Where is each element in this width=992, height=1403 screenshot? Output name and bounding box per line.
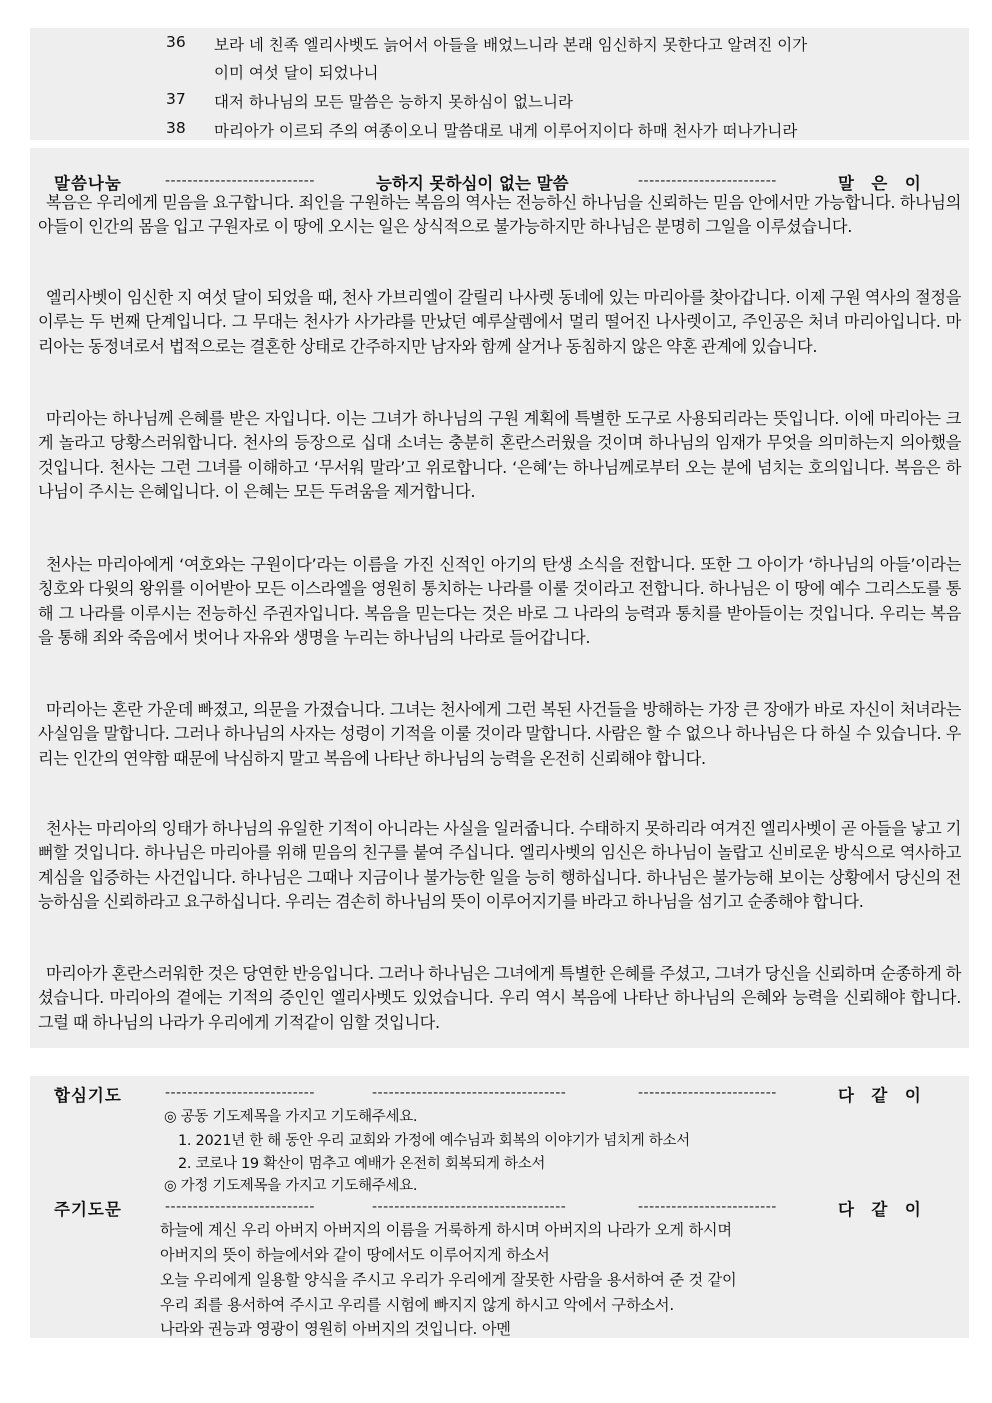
participant-label: 다 같 이 xyxy=(838,1200,923,1219)
divider: ----------------------------------- xyxy=(372,1199,567,1215)
prayer-item: 2. 코로나 19 확산이 멈추고 예배가 온전히 회복되게 하소서 xyxy=(178,1156,546,1172)
section-label: 주기도문 xyxy=(54,1200,122,1219)
paragraph: 마리아가 혼란스러워한 것은 당연한 반응입니다. 그러나 하나님은 그녀에게 특별한 은혜를 주셨고, 그녀가 당신을 신뢰하며 순종하게 하셨습니다. 마리아의 곁에는 기적의 증인인 엘리사벳도 있었습니다. 우리 역시 복음에 나타난 하나님의 은혜와 능력을 신뢰해야 합니다. 그럴 때 하나님의 나라가 우리에게 기적같이 임할 것입니다. xyxy=(38,964,961,1032)
divider: --------------------------- xyxy=(165,173,315,189)
section-label: 합심기도 xyxy=(54,1086,122,1105)
prayer-line: 오늘 우리에게 일용할 양식을 주시고 우리가 우리에게 잘못한 사람을 용서하여 준 것 같이 xyxy=(160,1271,737,1289)
paragraph: 마리아는 하나님께 은혜를 받은 자입니다. 이는 그녀가 하나님의 구원 계획에 특별한 도구로 사용되리라는 뜻입니다. 이에 마리아는 크게 놀라고 당황스러워합니다. 천사의 등장으로 십대 소녀는 충분히 혼란스러웠을 것이며 하나님의 임재가 무엇을 의미하는지 의아했을 것입니다. 천사는 그런 그녀를 이해하고 ‘무서워 말라’고 위로합니다. ‘은혜’는 하나님께로부터 오는 분에 넘치는 호의입니다. 복음은 하나님이 주시는 은혜입니다. 이 은혜는 모든 두려움을 제거합니다. xyxy=(38,409,961,501)
verse-number: 36 xyxy=(166,33,186,51)
verse-text: 이미 여섯 달이 되었나니 xyxy=(214,64,379,82)
divider: ------------------------- xyxy=(638,1199,777,1215)
divider: ------------------------- xyxy=(638,1085,777,1101)
paragraph: 마리아는 혼란 가운데 빠졌고, 의문을 가졌습니다. 그녀는 천사에게 그런 복된 사건들을 방해하는 가장 큰 장애가 바로 자신이 처녀라는 사실임을 말합니다. 그러나 하나님의 사자는 성령이 기적을 이룰 것이라 말합니다. 사람은 할 수 없으나 하나님은 다 하실 수 있습니다. 우리는 인간의 연약함 때문에 낙심하지 말고 복음에 나타난 하나님의 능력을 온전히 신뢰해야 합니다. xyxy=(38,700,961,768)
section-label: 말씀나눔 xyxy=(54,174,122,193)
verse-number: 37 xyxy=(166,90,186,108)
sermon-title: 능하지 못하심이 없는 말씀 xyxy=(376,174,569,193)
verse-number: 38 xyxy=(166,119,186,137)
prayer-line: 하늘에 계신 우리 아버지 아버지의 이름을 거룩하게 하시며 아버지의 나라가 오게 하시며 xyxy=(160,1221,732,1239)
verse-text: 대저 하나님의 모든 말씀은 능하지 못하심이 없느니라 xyxy=(214,93,573,111)
paragraph: 천사는 마리아에게 ‘여호와는 구원이다’라는 이름을 가진 신적인 아기의 탄생 소식을 전합니다. 또한 그 아이가 ‘하나님의 아들’이라는 칭호와 다윗의 왕위를 이어받아 모든 이스라엘을 영원히 통치하는 나라를 이룰 것이라고 전합니다. 하나님은 이 땅에 예수 그리스도를 통해 그 나라를 이루시는 전능하신 주권자입니다. 복음을 믿는다는 것은 바로 그 나라의 능력과 통치를 받아들이는 것입니다. 우리는 복음을 통해 죄와 죽음에서 벗어나 자유와 생명을 누리는 하나님의 나라로 들어갑니다. xyxy=(38,555,961,647)
verse-text: 마리아가 이르되 주의 여종이오니 말씀대로 내게 이루어지이다 하매 천사가 떠나가니라 xyxy=(214,122,798,140)
paragraph: 엘리사벳이 임신한 지 여섯 달이 되었을 때, 천사 가브리엘이 갈릴리 나사렛 동네에 있는 마리아를 찾아갑니다. 이제 구원 역사의 절정을 이루는 두 번째 단계입니다. 그 무대는 천사가 사가랴를 만났던 예루살렘에서 멀리 떨어진 나사렛이고, 주인공은 처녀 마리아입니다. 마리아는 동정녀로서 법적으로는 결혼한 상태로 간주하지만 남자와 함께 살거나 동침하지 않은 약혼 관계에 있습니다. xyxy=(38,288,961,356)
prayer-item: ◎ 가정 기도제목을 가지고 기도해주세요. xyxy=(164,1178,418,1194)
divider: ------------------------- xyxy=(638,173,777,189)
paragraph: 복음은 우리에게 믿음을 요구합니다. 죄인을 구원하는 복음의 역사는 전능하신 하나님을 신뢰하는 믿음 안에서만 가능합니다. 하나님의 아들이 인간의 몸을 입고 구원자로 이 땅에 오시는 일은 상식적으로 불가능하지만 하나님은 분명히 그일을 이루셨습니다. xyxy=(38,193,961,237)
prayer-line: 나라와 권능과 영광이 영원히 아버지의 것입니다. 아멘 xyxy=(160,1320,511,1338)
participant-label: 다 같 이 xyxy=(838,1086,923,1105)
prayer-line: 아버지의 뜻이 하늘에서와 같이 땅에서도 이루어지게 하소서 xyxy=(160,1246,550,1264)
speaker-label: 말 은 이 xyxy=(838,174,923,193)
divider: --------------------------- xyxy=(165,1085,315,1101)
prayer-line: 우리 죄를 용서하여 주시고 우리를 시험에 빠지지 않게 하시고 악에서 구하소서. xyxy=(160,1296,674,1314)
verse-text: 보라 네 친족 엘리사벳도 늙어서 아들을 배었느니라 본래 임신하지 못한다고 알려진 이가 xyxy=(214,36,808,54)
divider: --------------------------- xyxy=(165,1199,315,1215)
prayer-item: 1. 2021년 한 해 동안 우리 교회와 가정에 예수님과 회복의 이야기가 넘치게 하소서 xyxy=(178,1133,690,1149)
prayer-item: ◎ 공동 기도제목을 가지고 기도해주세요. xyxy=(164,1109,418,1125)
divider: ----------------------------------- xyxy=(372,1085,567,1101)
paragraph: 천사는 마리아의 잉태가 하나님의 유일한 기적이 아니라는 사실을 일러줍니다. 수태하지 못하리라 여겨진 엘리사벳이 곧 아들을 낳고 기뻐할 것입니다. 하나님은 마리아를 위해 믿음의 친구를 붙여 주십니다. 엘리사벳의 임신은 하나님이 놀랍고 신비로운 방식으로 역사하고 계심을 입증하는 사건입니다. 하나님은 그때나 지금이나 불가능한 일을 능히 행하십니다. 하나님은 불가능해 보이는 상황에서 당신의 전능하심을 신뢰하라고 요구하십니다. 우리는 겸손히 하나님의 뜻이 이루어지기를 바라고 하나님을 섬기고 순종해야 합니다. xyxy=(38,819,961,911)
